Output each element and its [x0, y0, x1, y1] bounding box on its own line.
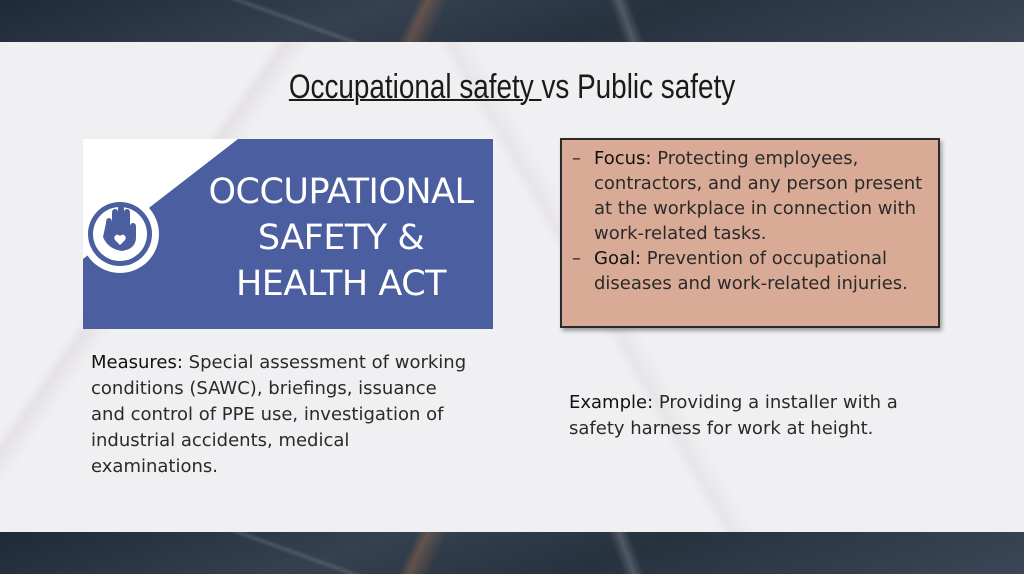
banner-line-1: OCCUPATIONAL — [208, 172, 474, 212]
banner-line-2: SAFETY & — [257, 218, 425, 258]
measures-label: Measures: — [91, 352, 183, 373]
list-dash: – — [572, 248, 581, 269]
marble-border-top — [0, 0, 1024, 42]
goal-text: Prevention of occupational diseases and work-related injuries. — [594, 248, 908, 294]
focus-goal-box — [560, 138, 940, 328]
list-item-goal — [572, 246, 928, 296]
example-label: Example: — [569, 392, 654, 413]
title-part-public: vs Public safety — [541, 68, 736, 106]
slide-title — [92, 68, 932, 107]
focus-text: Protecting employees, contractors, and any person present at the workplace in connection with work-related tasks. — [594, 148, 923, 244]
focus-label: Focus: — [594, 148, 652, 169]
marble-border-bottom — [0, 532, 1024, 574]
list-item-focus — [572, 146, 928, 246]
banner-line-3: HEALTH ACT — [235, 264, 447, 304]
hand-heart-icon — [83, 195, 159, 273]
example-text: Providing a installer with a safety harness for work at height. — [569, 392, 898, 439]
banner-text — [196, 169, 486, 307]
list-dash: – — [572, 148, 581, 169]
goal-label: Goal: — [594, 248, 642, 269]
example-paragraph — [569, 390, 949, 442]
measures-paragraph — [91, 350, 471, 480]
title-part-occupational: Occupational safety — [288, 68, 542, 106]
measures-text: Special assessment of working conditions (SAWC), briefings, issuance and control of PPE use, investigation of industrial accidents, medical examinations. — [91, 352, 467, 477]
slide — [0, 42, 1024, 532]
osha-banner-image — [83, 139, 493, 329]
